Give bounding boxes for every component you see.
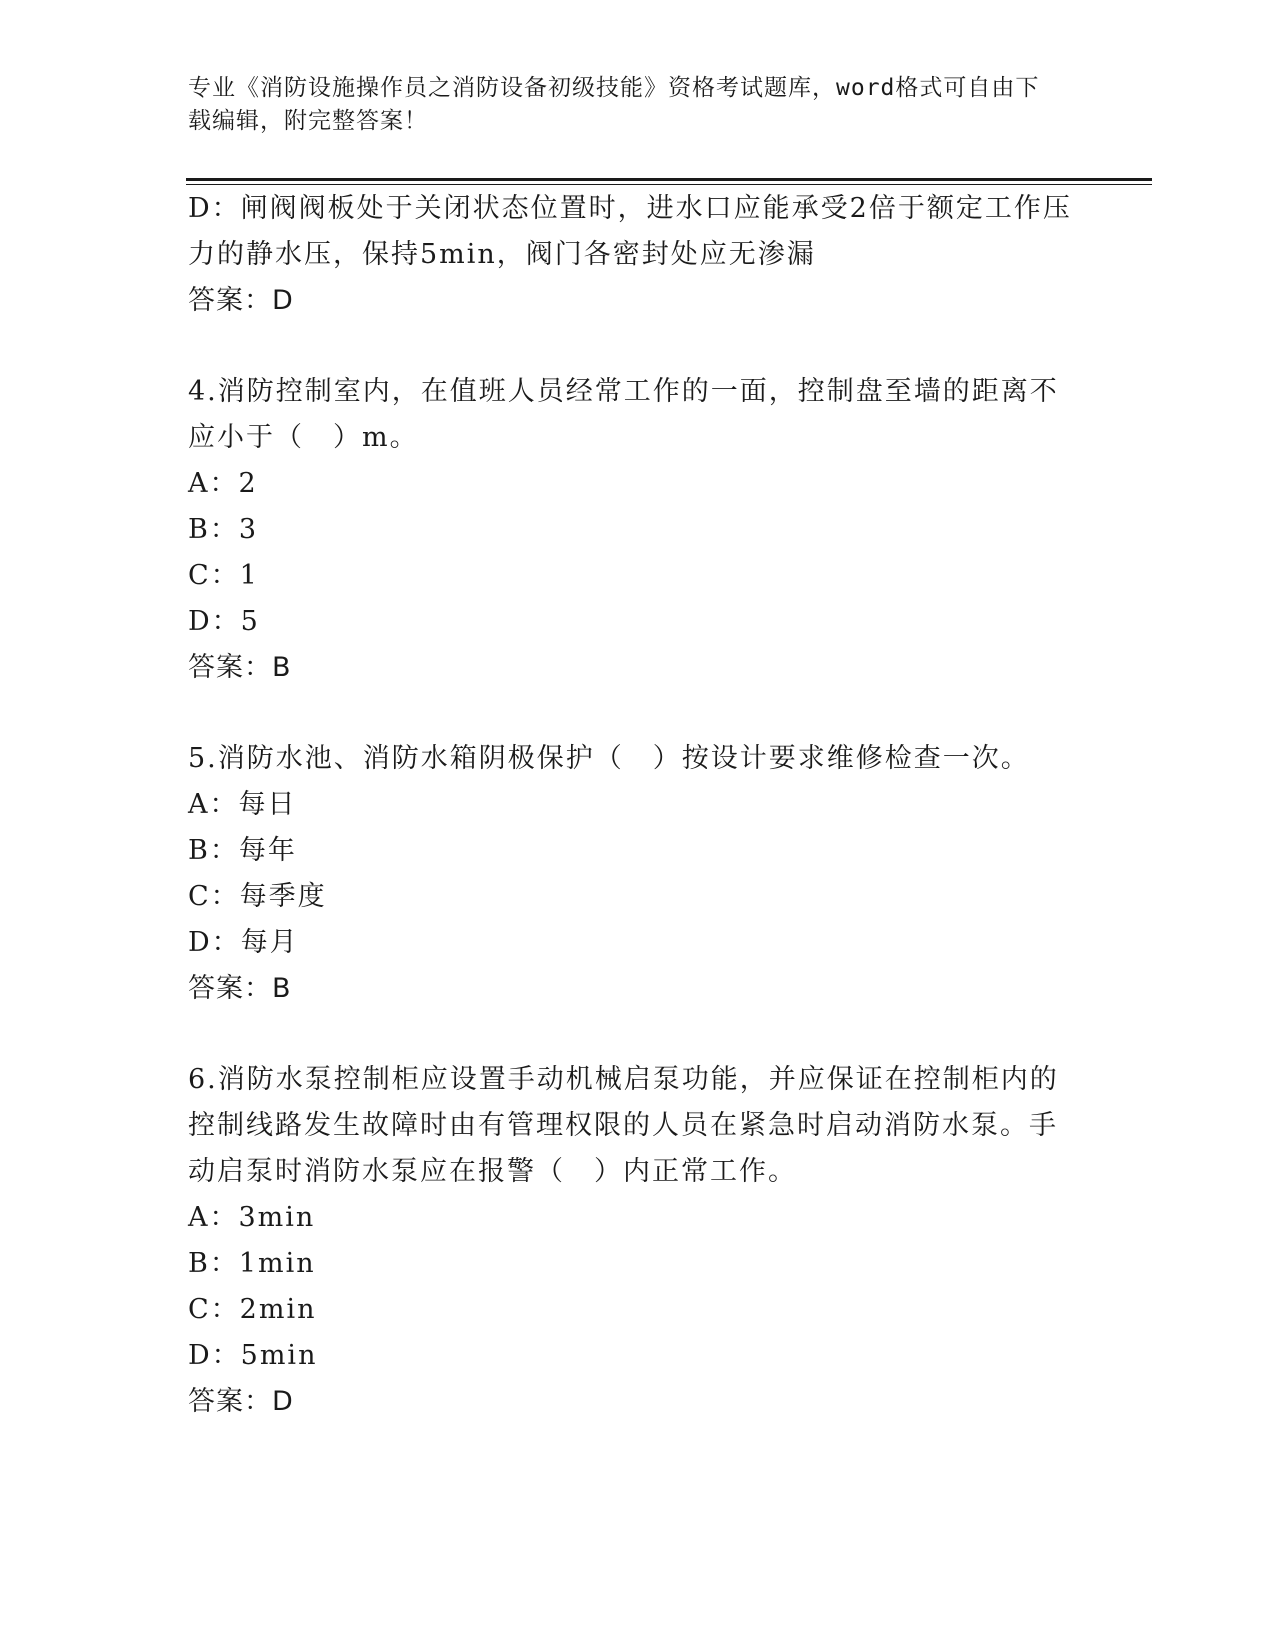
- question-5: [188, 736, 1088, 1012]
- option-b: B：1min: [188, 1248, 316, 1279]
- header-divider-thin: [186, 184, 1152, 185]
- text-line: D：闸阀阀板处于关闭状态位置时，进水口应能承受2倍于额定工作压: [188, 193, 1072, 224]
- option-a: A：每日: [188, 789, 297, 820]
- question-4: [188, 369, 1088, 691]
- text-line: 5.消防水池、消防水箱阴极保护（ ）按设计要求维修检查一次。: [188, 743, 1030, 774]
- question-body: [188, 186, 1088, 1425]
- text-line: 6.消防水泵控制柜应设置手动机械启泵功能，并应保证在控制柜内的: [188, 1064, 1059, 1095]
- answer-label: 答案：D: [188, 285, 294, 316]
- answer-label: 答案：B: [188, 973, 292, 1004]
- header-divider-thick: [186, 178, 1152, 181]
- header-line-1: 专业《消防设施操作员之消防设备初级技能》资格考试题库，word格式可自由下: [188, 75, 1040, 101]
- text-line: 力的静水压，保持5min，阀门各密封处应无渗漏: [188, 239, 816, 270]
- question-stem: [188, 1057, 1088, 1195]
- document-header: [188, 72, 1068, 138]
- option-a: A：3min: [188, 1202, 316, 1233]
- answer-label: 答案：B: [188, 652, 292, 683]
- option-b: B：3: [188, 514, 259, 545]
- option-d: D：5: [188, 606, 260, 637]
- option-c: C：每季度: [188, 881, 327, 912]
- option-c: C：1: [188, 560, 259, 591]
- option-d: D：每月: [188, 927, 299, 958]
- header-line-2: 载编辑，附完整答案！: [188, 108, 428, 134]
- text-line: 4.消防控制室内，在值班人员经常工作的一面，控制盘至墙的距离不: [188, 376, 1059, 407]
- option-d: D：5min: [188, 1340, 318, 1371]
- question-6: [188, 1057, 1088, 1425]
- text-line: 应小于（ ）m。: [188, 422, 419, 453]
- continuation-option-d: [188, 186, 1088, 278]
- question-stem: [188, 369, 1088, 461]
- text-line: 动启泵时消防水泵应在报警（ ）内正常工作。: [188, 1156, 797, 1187]
- option-c: C：2min: [188, 1294, 317, 1325]
- text-line: 控制线路发生故障时由有管理权限的人员在紧急时启动消防水泵。手: [188, 1110, 1058, 1141]
- question-stem: [188, 736, 1088, 782]
- continuation-block: [188, 186, 1088, 324]
- option-a: A：2: [188, 468, 258, 499]
- answer-label: 答案：D: [188, 1386, 294, 1417]
- option-b: B：每年: [188, 835, 297, 866]
